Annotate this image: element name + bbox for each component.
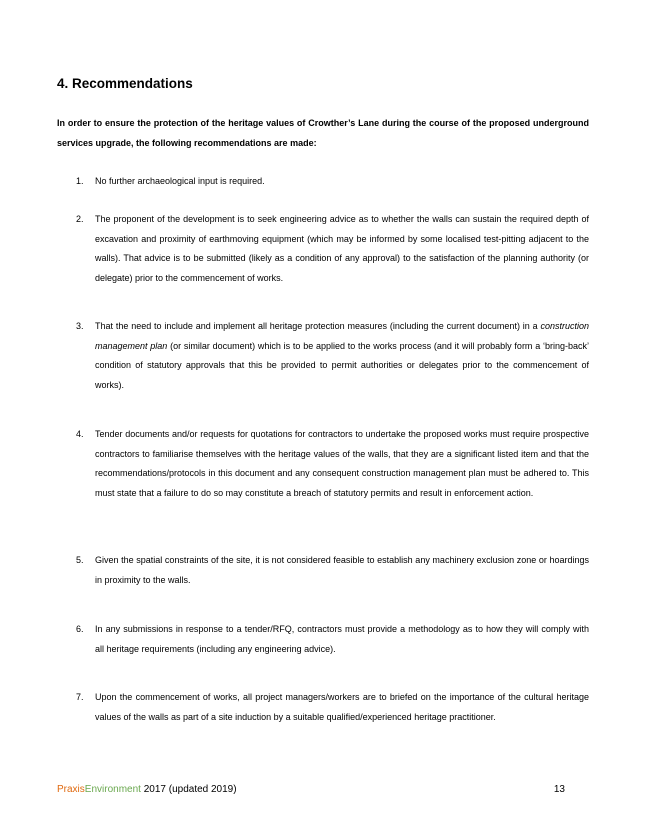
item-text-italic: construction management plan <box>95 321 589 351</box>
item-text <box>95 317 589 395</box>
recommendation-item-1 <box>57 172 589 192</box>
item-number: 3. <box>76 321 84 331</box>
recommendation-item-4 <box>57 425 589 503</box>
item-text-part: (or similar document) which is to be applied to the works process (and it will probably form a ‘bring-back’ condition of statutory approvals that this be provided to permit authorities or delegates prior to the commencement of works). <box>95 340 589 390</box>
item-text: The proponent of the development is to seek engineering advice as to whether the walls can sustain the required depth of excavation and proximity of earthmoving equipment (which may be informed by some localised test-pitting adjacent to the walls). That advice is to be submitted (likely as a condition of any approval) to the satisfaction of the planning authority (or delegate) prior to the commencement of works. <box>95 214 589 283</box>
recommendation-item-7 <box>57 688 589 727</box>
page-number: 13 <box>553 784 565 795</box>
footer-edition: 2017 (updated 2019) <box>143 784 237 795</box>
item-text: In any submissions in response to a tender/RFQ, contractors must provide a methodology as to how they will comply with all heritage requirements (including any engineering advice). <box>95 624 589 654</box>
item-number: 6. <box>76 624 84 634</box>
recommendation-item-6 <box>57 620 589 659</box>
recommendation-item-3 <box>57 317 589 395</box>
brand-part-1: Praxis <box>57 784 85 795</box>
intro-paragraph: In order to ensure the protection of the heritage values of Crowther’s Lane during the course of the proposed underground services upgrade, the following recommendations are made: <box>57 118 589 148</box>
section-heading: 4. Recommendations <box>57 76 193 91</box>
item-text-part: That the need to include and implement all heritage protection measures (including the current document) in a <box>95 321 541 331</box>
item-number: 7. <box>76 692 84 702</box>
item-number: 1. <box>76 176 84 186</box>
recommendation-item-2 <box>57 210 589 288</box>
recommendation-item-5 <box>57 551 589 590</box>
item-text: Tender documents and/or requests for quotations for contractors to undertake the proposed works must require prospective contractors to familiarise themselves with the heritage values of the walls, that they are a significant listed item and that the recommendations/protocols in this document and any consequent construction management plan must be adhered to. This must state that a failure to do so may constitute a breach of statutory permits and result in enforcement action. <box>95 429 589 498</box>
item-number: 4. <box>76 429 84 439</box>
item-text: No further archaeological input is required. <box>95 176 265 186</box>
footer-brand <box>57 784 141 795</box>
item-number: 2. <box>76 214 84 224</box>
brand-part-2: Environment <box>84 784 141 795</box>
item-number: 5. <box>76 555 84 565</box>
item-text: Given the spatial constraints of the site, it is not considered feasible to establish any machinery exclusion zone or hoardings in proximity to the walls. <box>95 555 589 585</box>
item-text: Upon the commencement of works, all project managers/workers are to briefed on the importance of the cultural heritage values of the walls as part of a site induction by a suitable qualified/experienced heritage practitioner. <box>95 692 589 722</box>
page-footer <box>57 784 589 795</box>
